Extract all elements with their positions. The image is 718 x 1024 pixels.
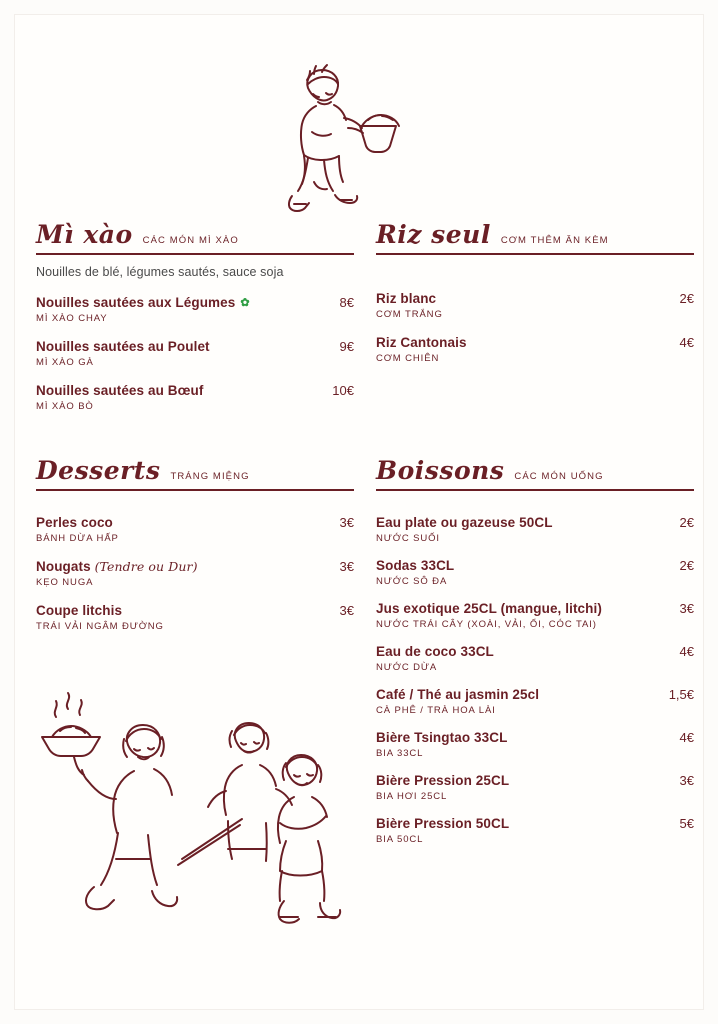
menu-item-vietnamese-name: NƯỚC TRÁI CÂY (XOÀI, VẢI, ỔI, CÓC TAI): [376, 619, 597, 630]
menu-item-name: Sodas 33CL: [376, 558, 455, 573]
menu-item-vietnamese-name: MÌ XÀO CHAY: [36, 313, 108, 324]
menu-item-vietnamese-name: BIA HƠI 25CL: [376, 791, 448, 802]
section-header: [36, 220, 354, 253]
menu-item-vietnamese-name: NƯỚC DỪA: [376, 662, 438, 673]
section-title: Desserts: [36, 456, 161, 485]
menu-item-name: Nougats (Tendre ou Dur): [36, 559, 198, 574]
menu-item-price: 3€: [679, 773, 694, 788]
menu-item: [36, 603, 354, 632]
section-divider: [376, 489, 694, 491]
menu-item-name: Nouilles sautées au Poulet: [36, 339, 210, 354]
menu-item-name: Nouilles sautées aux Légumes ✿: [36, 295, 250, 310]
menu-item: [376, 291, 694, 320]
section-desserts: [36, 456, 354, 647]
section-title: Riz seul: [376, 220, 491, 249]
menu-item-name: Bière Pression 25CL: [376, 773, 510, 788]
menu-item: [376, 816, 694, 845]
menu-item-price: 9€: [339, 339, 354, 354]
menu-item-name: Riz Cantonais: [376, 335, 467, 350]
menu-item-price: 10€: [332, 383, 354, 398]
menu-item-name: Eau plate ou gazeuse 50CL: [376, 515, 553, 530]
menu-item-vietnamese-name: TRÁI VẢI NGÂM ĐƯỜNG: [36, 621, 164, 632]
menu-item-price: 3€: [679, 601, 694, 616]
section-header: [36, 456, 354, 489]
section-title: Mì xào: [36, 220, 133, 249]
section-divider: [36, 489, 354, 491]
menu-item: [376, 601, 694, 630]
section-subtitle: TRÁNG MIỆNG: [170, 471, 250, 482]
menu-item-name: Jus exotique 25CL (mangue, litchi): [376, 601, 602, 616]
menu-item: [376, 687, 694, 716]
menu-item-vietnamese-name: MÌ XÀO GÀ: [36, 357, 94, 368]
menu-item: [36, 383, 354, 412]
menu-item-price: 1,5€: [668, 687, 694, 702]
menu-item-price: 2€: [679, 291, 694, 306]
menu-item-name: Coupe litchis: [36, 603, 123, 618]
menu-item: [36, 295, 354, 324]
section-header: [376, 456, 694, 489]
menu-item-price: 8€: [339, 295, 354, 310]
menu-item-name: Perles coco: [36, 515, 113, 530]
menu-item-price: 3€: [339, 603, 354, 618]
section-rice: [376, 220, 694, 379]
menu-item: [376, 515, 694, 544]
menu-item-price: 4€: [679, 335, 694, 350]
section-subtitle: CÁC MÓN MÌ XÀO: [142, 235, 239, 246]
menu-item-vietnamese-name: NƯỚC SÔ ĐA: [376, 576, 448, 587]
section-drinks: [376, 456, 694, 859]
section-description: Nouilles de blé, légumes sautés, sauce soja: [36, 265, 284, 279]
menu-item-vietnamese-name: CƠM CHIÊN: [376, 353, 440, 364]
menu-item-vietnamese-name: KẸO NUGA: [36, 577, 94, 588]
menu-item: [36, 515, 354, 544]
menu-item: [376, 730, 694, 759]
chef-carrying-rice-bowl-illustration: [264, 62, 404, 242]
menu-item-name: Bière Pression 50CL: [376, 816, 510, 831]
menu-item-name: Eau de coco 33CL: [376, 644, 494, 659]
section-header: [376, 220, 694, 253]
menu-item: [36, 559, 354, 588]
menu-item: [376, 558, 694, 587]
menu-sheet: [14, 14, 704, 1010]
menu-item: [376, 335, 694, 364]
section-subtitle: CÁC MÓN UỐNG: [514, 471, 604, 482]
menu-item-name: Nouilles sautées au Bœuf: [36, 383, 204, 398]
menu-item-vietnamese-name: CÀ PHÊ / TRÀ HOA LÀI: [376, 705, 496, 716]
three-people-eating-illustration: [30, 679, 370, 979]
menu-item-price: 5€: [679, 816, 694, 831]
menu-item-price: 2€: [679, 558, 694, 573]
menu-item: [376, 644, 694, 673]
section-title: Boissons: [376, 456, 505, 485]
menu-item-vietnamese-name: BIA 50CL: [376, 834, 424, 845]
menu-item-vietnamese-name: MÌ XÀO BÒ: [36, 401, 94, 412]
menu-item-vietnamese-name: BÁNH DỪA HẤP: [36, 533, 119, 544]
menu-item-price: 3€: [339, 515, 354, 530]
vegetarian-leaf-icon: ✿: [240, 297, 250, 309]
menu-item-price: 3€: [339, 559, 354, 574]
section-divider: [376, 253, 694, 255]
menu-item-price: 4€: [679, 730, 694, 745]
menu-item: [36, 339, 354, 368]
menu-item-name: Riz blanc: [376, 291, 437, 306]
menu-item-price: 4€: [679, 644, 694, 659]
section-noodles: [36, 220, 354, 427]
section-divider: [36, 253, 354, 255]
menu-item-name: Café / Thé au jasmin 25cl: [376, 687, 540, 702]
menu-item-vietnamese-name: BIA 33CL: [376, 748, 424, 759]
menu-item-price: 2€: [679, 515, 694, 530]
menu-item-vietnamese-name: NƯỚC SUỐI: [376, 533, 440, 544]
menu-item-note: (Tendre ou Dur): [94, 559, 198, 574]
menu-item-vietnamese-name: CƠM TRẮNG: [376, 309, 443, 320]
menu-item-name: Bière Tsingtao 33CL: [376, 730, 508, 745]
menu-item: [376, 773, 694, 802]
section-subtitle: CƠM THÊM ĂN KÈM: [500, 235, 609, 246]
